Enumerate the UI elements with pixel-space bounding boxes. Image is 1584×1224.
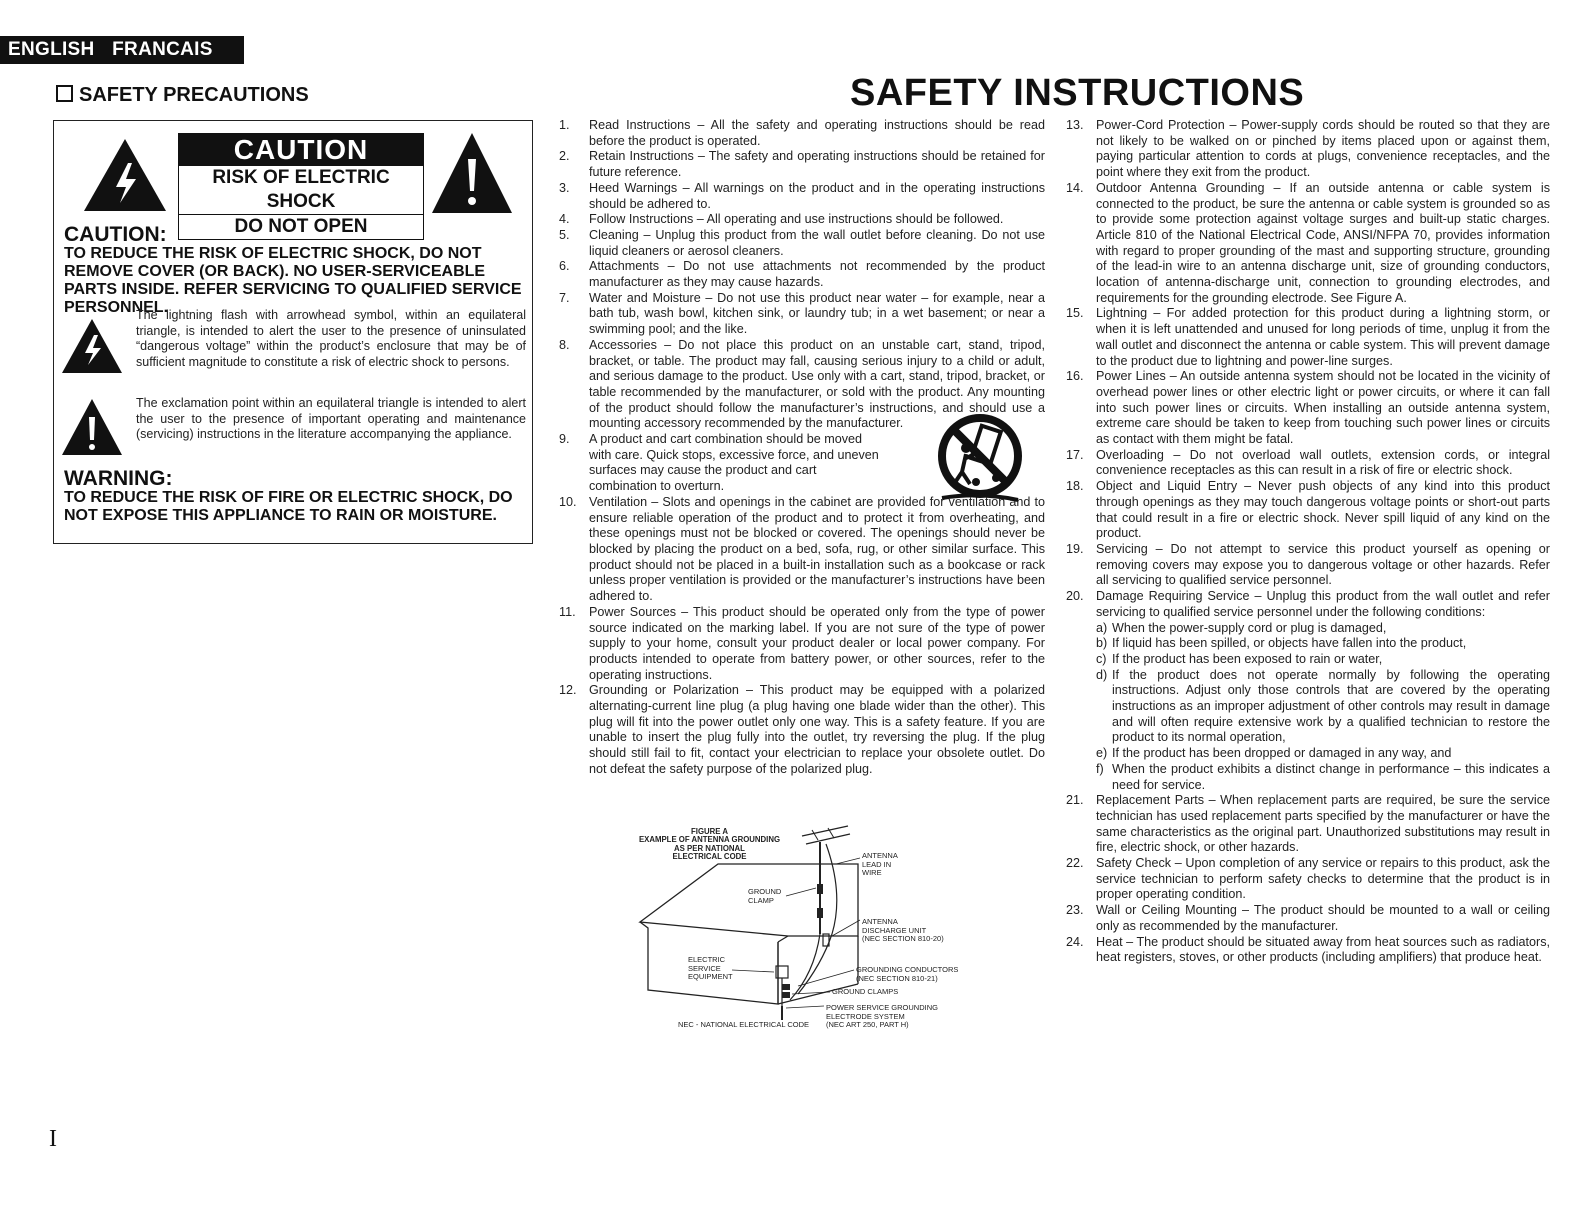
instruction-item	[559, 212, 1045, 228]
item-text: Heed Warnings – All warnings on the product and in the operating instructions should be adhered to.	[589, 180, 1045, 211]
condition-item	[1066, 668, 1550, 747]
label-discharge-unit	[862, 918, 944, 944]
instruction-item	[1066, 935, 1550, 966]
figure-title	[622, 828, 797, 862]
language-tab	[0, 36, 244, 64]
item-text: Safety Check – Upon completion of any service or repairs to this product, ask the service technician to perform safety checks to determine that the product is in proper operating condition.	[1096, 856, 1550, 902]
label-line: GROUND CLAMPS	[832, 987, 899, 996]
instruction-item	[1066, 118, 1550, 181]
label-line: LEAD IN	[862, 859, 892, 869]
item-text: Power Sources – This product should be operated only from the type of power source indicated on the marking label. If you are not sure of the type of power supply to your home, consult your product dealer or local power company. For products intended to operate from battery power, or other sources, refer to the operating instructions.	[589, 604, 1045, 682]
item-number: 24.	[1066, 934, 1084, 949]
label-ground-clamps	[832, 988, 898, 997]
item-number: 1.	[559, 118, 570, 132]
item-number: 17.	[1066, 447, 1084, 462]
label-line: GROUND	[748, 887, 782, 896]
condition-text: If the product does not operate normally by following the operating instructions. Adjust only those controls that are covered by the operating instructions as an improper adjustment of other controls may result in damage and will often require extensive work by a qualified technician to restore the product to its normal operation,	[1112, 667, 1550, 745]
page-number: I	[49, 1126, 57, 1152]
lightning-warning-icon	[82, 137, 168, 213]
item-text: Overloading – Do not overload wall outlets, extension cords, or integral convenience receptacles as this can result in a risk of fire or electric shock.	[1096, 447, 1550, 478]
condition-letter: c)	[1096, 651, 1107, 666]
condition-text: If the product has been dropped or damaged in any way, and	[1112, 746, 1452, 761]
instruction-item	[1066, 903, 1550, 934]
condition-item	[1066, 636, 1550, 652]
caution-label-line2: DO NOT OPEN	[234, 216, 368, 237]
instruction-item	[559, 605, 1045, 684]
item-number: 8.	[559, 337, 570, 352]
item-number: 11.	[559, 604, 576, 619]
item-number: 22.	[1066, 856, 1084, 871]
figure-title-line: FIGURE A	[691, 827, 728, 836]
instruction-item	[559, 495, 1045, 605]
label-line: (NEC SECTION 810-20)	[862, 934, 944, 943]
exclamation-explanation: The exclamation point within an equilateral triangle is intended to alert the user to the presence of important operating and maintenance (servicing) instructions in the literature accompanying the appliance.	[136, 396, 526, 441]
instruction-item	[559, 149, 1045, 180]
item-text: Follow Instructions – All operating and use instructions should be followed.	[589, 212, 1004, 227]
item-number: 14.	[1066, 180, 1084, 195]
caution-label-line1: RISK OF ELECTRIC SHOCK	[179, 166, 423, 215]
figure-title-line: AS PER NATIONAL	[674, 843, 745, 853]
condition-item	[1066, 746, 1550, 762]
instruction-item	[1066, 589, 1550, 620]
section-title	[56, 84, 309, 107]
item-text: Replacement Parts – When replacement parts are required, be sure the service technician has used replacement parts specified by the manufacturer or have the same characteristics as the original part. Unauthorized substitutions may result in fire, electric shock, or other hazards.	[1096, 793, 1550, 855]
exclamation-symbol-icon	[60, 397, 124, 457]
item-text: Outdoor Antenna Grounding – If an outside antenna or cable system is connected to the product, be sure the antenna or cable system is grounded so as to provide some protection against voltage surges and built-up static charges. Article 810 of the National Electrical Code, ANSI/NFPA 70, provides information with regard to proper grounding of the mast and supporting structure, grounding of the lead-in wire to an antenna discharge unit, size of grounding conductors, location of antenna-discharge unit, connection to grounding electrodes, and requirements for the grounding electrode. See Figure A.	[1096, 180, 1550, 305]
label-antenna-lead-in	[862, 852, 898, 878]
lightning-explanation: The lightning flash with arrowhead symbol, within an equilateral triangle, is intended to alert the user to the presence of uninsulated “dangerous voltage” within the product’s enclosure that may be of sufficient magnitude to constitute a risk of electric shock to persons.	[136, 308, 526, 369]
condition-letter: d)	[1096, 667, 1108, 682]
condition-item	[1066, 652, 1550, 668]
instruction-item	[1066, 306, 1550, 369]
page-title: SAFETY INSTRUCTIONS	[850, 72, 1305, 114]
item-number: 9.	[559, 432, 570, 447]
item-text: Water and Moisture – Do not use this product near water – for example, near a bath tub, wash bowl, kitchen sink, or laundry tub; in a wet basement; or near a swimming pool; and the like.	[589, 290, 1045, 337]
figure-title-line: ELECTRICAL CODE	[672, 852, 747, 862]
label-line: SERVICE	[688, 963, 721, 973]
instruction-item	[559, 683, 1045, 777]
warning-heading: WARNING:	[64, 467, 173, 490]
item-text: Damage Requiring Service – Unplug this product from the wall outlet and refer servicing to qualified service personnel under the following conditions:	[1096, 589, 1550, 619]
label-power-service	[826, 1004, 938, 1021]
instruction-item	[1066, 856, 1550, 903]
caution-heading: CAUTION:	[64, 223, 167, 246]
label-nec-art: (NEC ART 250, PART H)	[826, 1020, 909, 1029]
instruction-item	[559, 259, 1045, 290]
item-number: 20.	[1066, 589, 1084, 604]
caution-label-head: CAUTION	[179, 134, 423, 166]
label-line: (NEC SECTION 810-21)	[856, 973, 938, 983]
item-number: 10.	[559, 494, 577, 509]
item-number: 21.	[1066, 793, 1084, 808]
item-number: 3.	[559, 180, 570, 195]
condition-text: If liquid has been spilled, or objects have fallen into the product,	[1112, 636, 1467, 651]
warning-text: TO REDUCE THE RISK OF FIRE OR ELECTRIC SHOCK, DO NOT EXPOSE THIS APPLIANCE TO RAIN OR MOISTURE.	[64, 489, 513, 524]
condition-item	[1066, 762, 1550, 793]
condition-item	[1066, 621, 1550, 637]
item-text: Wall or Ceiling Mounting – The product should be mounted to a wall or ceiling only as recommended by the manufacturer.	[1096, 903, 1550, 933]
item-text: Retain Instructions – The safety and operating instructions should be retained for future reference.	[589, 149, 1045, 180]
condition-letter: e)	[1096, 746, 1108, 761]
instruction-item	[559, 118, 1045, 149]
item-number: 16.	[1066, 369, 1084, 384]
cart-tipover-warning-icon	[936, 412, 1024, 508]
instruction-item	[1066, 369, 1550, 448]
item-text: Attachments – Do not use attachments not recommended by the product manufacturer as they may cause hazards.	[589, 259, 1045, 290]
language-english[interactable]: ENGLISH	[8, 39, 95, 60]
item-text: Cleaning – Unplug this product from the wall outlet before cleaning. Do not use liquid cleaners or aerosol cleaners.	[589, 227, 1045, 258]
instruction-item	[559, 291, 1045, 338]
item-number: 18.	[1066, 479, 1084, 494]
instruction-item	[1066, 542, 1550, 589]
exclamation-warning-icon	[430, 131, 514, 215]
condition-letter: a)	[1096, 620, 1108, 635]
item-text: Lightning – For added protection for this product during a lightning storm, or when it is left unattended and unused for long periods of time, unplug it from the wall outlet and disconnect the antenna or cable system. This will prevent damage to the product due to lightning and power-line surges.	[1096, 306, 1550, 368]
item-text: Power Lines – An outside antenna system should not be located in the vicinity of overhead power lines or other electric light or power circuits, or where it can fall into such power lines or circuits. When installing an outside antenna system, extreme care should be taken to keep from touching such power lines or circuits as contact with them might be fatal.	[1096, 369, 1550, 447]
safety-precautions-panel	[53, 120, 533, 544]
instruction-item	[559, 228, 1045, 259]
label-nec-note: NEC - NATIONAL ELECTRICAL CODE	[678, 1020, 809, 1029]
label-grounding-conductors	[856, 966, 958, 983]
label-line: ANTENNA	[862, 917, 898, 926]
label-line: ELECTRIC	[688, 955, 726, 964]
instruction-item	[1066, 181, 1550, 307]
item-number: 19.	[1066, 541, 1084, 556]
item-number: 13.	[1066, 118, 1084, 132]
instruction-item	[1066, 479, 1550, 542]
item-text: Grounding or Polarization – This product may be equipped with a polarized alternating-current line plug (a plug having one blade wider than the other). This plug will fit into the power outlet only one way. This is a safety feature. If you are unable to insert the plug fully into the outlet, try reversing the plug. If the plug should still fail to fit, contact your electrician to replace your obsolete outlet. Do not defeat the safety purpose of the polarized plug.	[589, 683, 1045, 776]
item-text: Accessories – Do not place this product on an unstable cart, stand, tripod, bracket, or table. The product may fall, causing serious injury to a child or adult, and serious damage to the product. Use only with a cart, stand, tripod, bracket, or table recommended by the manufacturer, or sold with the product. Any mounting of the product should follow the manufacturer’s instructions, and should use a mounting accessory recommended by the manufacturer.	[589, 337, 1045, 431]
label-line: GROUNDING CONDUCTORS	[856, 965, 959, 974]
label-line: EQUIPMENT	[688, 972, 733, 981]
label-line: CLAMP	[748, 895, 774, 905]
lightning-symbol-icon	[60, 317, 124, 375]
item-number: 23.	[1066, 903, 1084, 918]
item-text: Object and Liquid Entry – Never push objects of any kind into this product through openings as they may touch dangerous voltage points or short-out parts that could result in a fire or electric shock. Never spill liquid of any kind on the product.	[1096, 479, 1550, 541]
instructions-column-right	[1066, 118, 1550, 966]
condition-text: If the product has been exposed to rain or water,	[1112, 651, 1383, 666]
item-number: 12.	[559, 683, 577, 698]
section-title-text: SAFETY PRECAUTIONS	[79, 84, 309, 106]
antenna-grounding-figure	[622, 824, 974, 1038]
item-number: 5.	[559, 227, 570, 242]
label-line: ELECTRODE SYSTEM	[826, 1011, 905, 1021]
item-text: Heat – The product should be situated away from heat sources such as radiators, heat registers, stoves, or other products (including amplifiers) that produce heat.	[1096, 934, 1550, 965]
language-francais[interactable]: FRANCAIS	[112, 39, 213, 60]
item-number: 6.	[559, 259, 570, 274]
condition-text: When the power-supply cord or plug is damaged,	[1112, 620, 1387, 635]
label-line: WIRE	[862, 868, 882, 877]
label-ground-clamp	[748, 888, 781, 905]
label-electric-service	[688, 956, 733, 982]
item-number: 2.	[559, 149, 570, 164]
item-text: Servicing – Do not attempt to service this product yourself as opening or removing covers may expose you to dangerous voltage or other hazards. Refer all servicing to qualified service personnel.	[1096, 541, 1550, 588]
instruction-item	[1066, 793, 1550, 856]
label-line: DISCHARGE UNIT	[862, 925, 927, 935]
caution-text: TO REDUCE THE RISK OF ELECTRIC SHOCK, DO NOT REMOVE COVER (OR BACK). NO USER-SERVICEABLE PARTS INSIDE. REFER SERVICING TO QUALIFIED SERVICE PERSONNEL.	[64, 245, 522, 316]
condition-letter: b)	[1096, 636, 1108, 651]
item-text: A product and cart combination should be moved with care. Quick stops, excessive force, and uneven surfaces may cause the product and cart combination to overturn.	[589, 432, 879, 494]
item-text: Read Instructions – All the safety and operating instructions should be read before the product is operated.	[589, 118, 1045, 148]
item-text: Ventilation – Slots and openings in the cabinet are provided for ventilation and to ensure reliable operation of the product and to protect it from overheating, and these openings must not be blocked or covered. The openings should never be blocked by placing the product on a bed, sofa, rug, or other similar surface. This product should not be placed in a built-in installation such as a bookcase or rack unless proper ventilation is provided or the manufacturer’s instructions have been adhered to.	[589, 494, 1045, 604]
item-number: 7.	[559, 290, 570, 305]
figure-title-line: EXAMPLE OF ANTENNA GROUNDING	[638, 835, 781, 845]
instruction-item	[1066, 448, 1550, 479]
label-line: ANTENNA	[862, 851, 898, 860]
condition-letter: f)	[1096, 761, 1104, 776]
item-number: 15.	[1066, 306, 1084, 321]
condition-text: When the product exhibits a distinct change in performance – this indicates a need for service.	[1112, 761, 1550, 792]
item-text: Power-Cord Protection – Power-supply cords should be routed so that they are not likely to be walked on or pinched by items placed upon or against them, paying particular attention to cords at plugs, convenience receptacles, and the point where they exit from the product.	[1096, 118, 1550, 180]
instruction-item	[559, 181, 1045, 212]
caution-label	[178, 133, 424, 240]
label-line: POWER SERVICE GROUNDING	[826, 1003, 938, 1012]
checkbox-square-icon	[56, 85, 73, 102]
item-number: 4.	[559, 212, 570, 227]
